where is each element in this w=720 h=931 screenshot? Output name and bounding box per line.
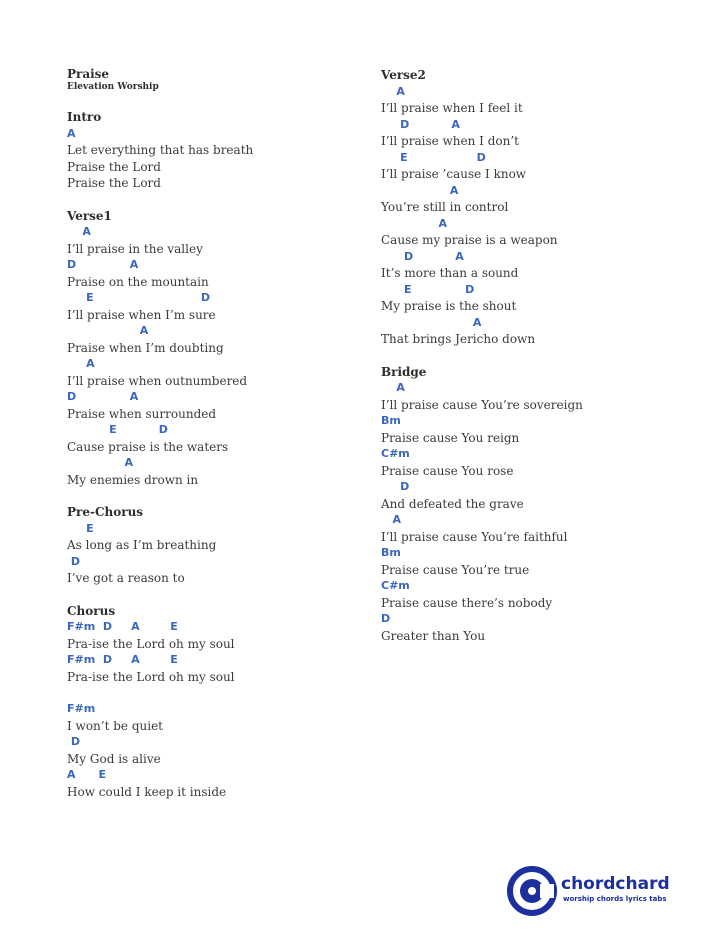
- logo-tagline: worship chords lyrics tabs: [563, 895, 667, 903]
- lyric-line: Praise when I’m doubting: [67, 340, 224, 355]
- chord-line: D A: [67, 390, 139, 403]
- lyric-line: Praise the Lord: [67, 159, 161, 174]
- song-section: [67, 208, 367, 489]
- lyric-line: It’s more than a sound: [381, 266, 519, 280]
- lyric-line: You’re still in control: [381, 200, 509, 214]
- lyric-line: I’ll praise in the valley: [67, 241, 203, 256]
- lyric-line: I’ll praise when outnumbered: [67, 373, 248, 388]
- chord-line: E D: [67, 423, 168, 436]
- lyric-line: Pra-ise the Lord oh my soul: [67, 636, 235, 651]
- right-column: [381, 67, 681, 660]
- song-section: [67, 603, 367, 686]
- chord-line: D: [67, 735, 80, 748]
- chord-line: A: [67, 126, 76, 140]
- lyric-line: How could I keep it inside: [67, 784, 227, 799]
- section-title: Chorus: [67, 603, 116, 618]
- left-column: [67, 67, 367, 816]
- chord-line: E D: [67, 291, 211, 304]
- chord-line: D A: [381, 249, 464, 263]
- chord-line: C#m: [381, 447, 410, 460]
- chord-line: A: [381, 315, 482, 329]
- lyric-line: That brings Jericho down: [381, 332, 536, 346]
- lyric-line: And defeated the grave: [381, 496, 524, 511]
- song-artist: Elevation Worship: [67, 82, 159, 92]
- lyric-line: My God is alive: [67, 751, 161, 766]
- section-title: Pre-Chorus: [67, 505, 144, 519]
- chord-line: C#m: [381, 579, 410, 592]
- chord-line: E D: [381, 282, 475, 296]
- chord-line: D: [67, 554, 80, 568]
- song-section: [67, 109, 367, 192]
- section-title: Intro: [67, 110, 102, 124]
- chord-line: D A: [67, 258, 139, 271]
- song-section: [67, 504, 367, 587]
- lyric-line: I’ll praise when I’m sure: [67, 307, 216, 322]
- song-section: [381, 67, 681, 348]
- chord-line: E: [67, 521, 94, 535]
- chord-line: Bm: [381, 414, 401, 427]
- lyric-line: I’ll praise when I don’t: [381, 134, 519, 148]
- lyric-line: Greater than You: [381, 628, 486, 643]
- chord-line: F#m D A E: [67, 620, 178, 633]
- logo-name: chordchard: [561, 874, 670, 894]
- lyric-line: As long as I’m breathing: [67, 538, 217, 552]
- chordchard-logo-icon: [507, 866, 557, 916]
- lyric-line: Praise on the mountain: [67, 274, 209, 289]
- lyric-line: I’ll praise cause You’re sovereign: [381, 397, 583, 412]
- lyric-line: My praise is the shout: [381, 299, 517, 313]
- lyric-line: I’ll praise ’cause I know: [381, 167, 527, 181]
- chord-line: A: [381, 216, 447, 230]
- lyric-line: Praise cause there’s nobody: [381, 595, 553, 610]
- chord-line: A: [381, 381, 405, 394]
- chord-line: Bm: [381, 546, 401, 559]
- chord-line: A E: [67, 768, 107, 781]
- lyric-line: Praise cause You’re true: [381, 562, 530, 577]
- chord-line: A: [67, 225, 91, 238]
- lyric-line: Praise the Lord: [67, 176, 161, 190]
- section-title: Bridge: [381, 364, 427, 379]
- lyric-line: I won’t be quiet: [67, 718, 163, 733]
- chord-line: A: [67, 324, 149, 337]
- lyric-line: Cause my praise is a weapon: [381, 233, 558, 247]
- chord-line: A: [381, 513, 402, 526]
- lyric-line: Praise when surrounded: [67, 406, 217, 421]
- chord-line: E D: [381, 150, 486, 164]
- chord-line: F#m D A E: [67, 653, 178, 666]
- lyric-line: I’ve got a reason to: [67, 571, 185, 585]
- section-title: Verse2: [381, 68, 426, 82]
- chord-line: A: [381, 84, 405, 98]
- song-section: [67, 701, 367, 800]
- chord-line: D A: [381, 117, 460, 131]
- lyric-line: I’ll praise when I feel it: [381, 101, 523, 115]
- chord-line: A: [67, 456, 133, 469]
- lyric-line: Let everything that has breath: [67, 143, 254, 157]
- chord-line: A: [381, 183, 459, 197]
- chord-line: D: [381, 612, 391, 625]
- lyric-line: Cause praise is the waters: [67, 439, 229, 454]
- lyric-line: Pra-ise the Lord oh my soul: [67, 669, 235, 684]
- song-title: Praise: [67, 67, 110, 81]
- chordchard-logo: [507, 866, 677, 918]
- song-section: [381, 364, 681, 645]
- chord-line: A: [67, 357, 95, 370]
- lyric-line: Praise cause You reign: [381, 430, 520, 445]
- chord-line: D: [381, 480, 410, 493]
- chord-line: F#m: [67, 702, 96, 715]
- lyric-line: Praise cause You rose: [381, 463, 514, 478]
- section-title: Verse1: [67, 208, 112, 223]
- lyric-line: I’ll praise cause You’re faithful: [381, 529, 568, 544]
- lyric-line: My enemies drown in: [67, 472, 199, 487]
